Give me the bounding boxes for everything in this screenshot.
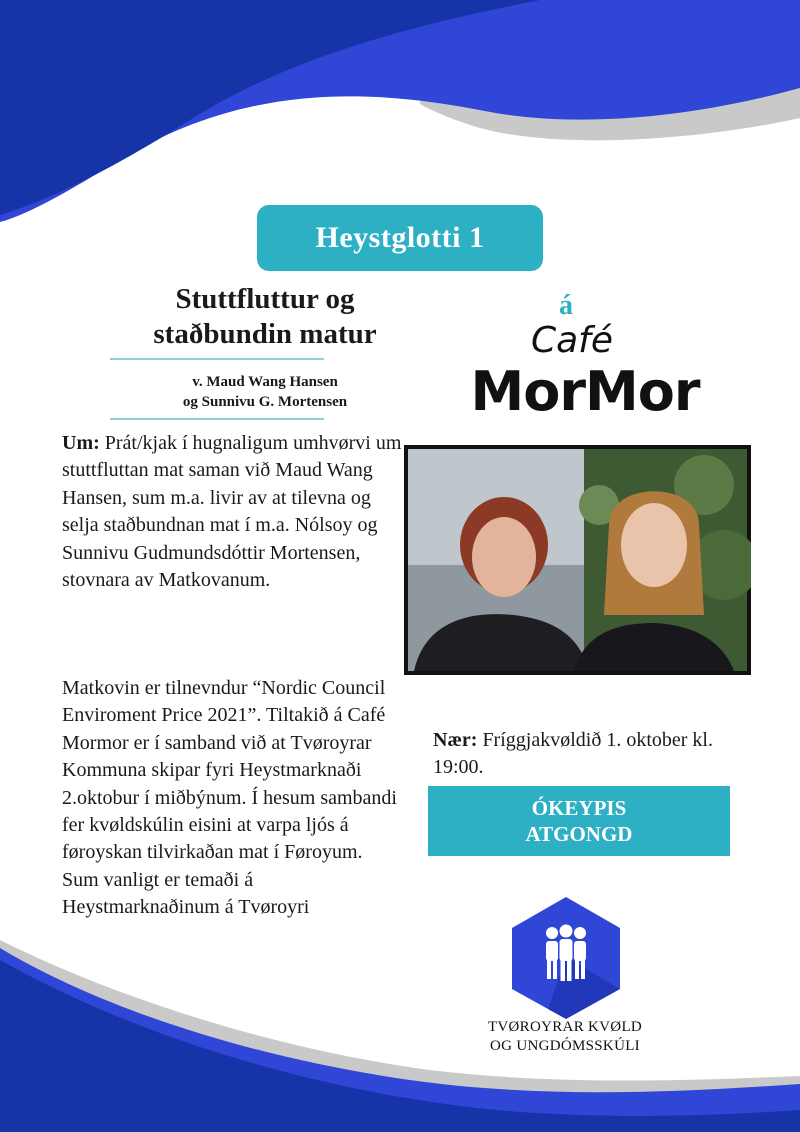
- details-paragraph: [62, 675, 402, 922]
- about-paragraph: [62, 430, 402, 594]
- speakers-photo: [404, 445, 751, 675]
- speakers: [60, 372, 470, 412]
- event-series-badge: [257, 205, 543, 271]
- about-label: Um:: [62, 432, 100, 454]
- organizer-name: [440, 1018, 690, 1056]
- talk-title: [60, 282, 470, 352]
- venue-name: MorMor: [470, 360, 700, 423]
- venue-prefix: á: [559, 290, 573, 321]
- event-series-title: Heystglotti 1: [315, 221, 485, 254]
- bottom-wave-decoration: [0, 900, 800, 1132]
- divider-bottom: [110, 418, 324, 420]
- people-logo-icon: [508, 895, 624, 1020]
- speakers-line1: v. Maud Wang Hansen: [192, 374, 338, 390]
- talk-title-line2: staðbundin matur: [153, 318, 377, 350]
- details-text: Matkovin er tilnevndur “Nordic Council Enviroment Price 2021”. Tiltakið á Café Mormor er í samband við at Tvøroyrar Kommuna skipar fyri Heystmarknaði 2.oktobur í miðbýnum. Í hesum sambandi fer kvøldskúlin eisini at varpa ljós á føroyskan tilvirkaðan mat í Føroyum. Sum vanligt er temaði á Heystmarknaðinum á Tvøroyri: [62, 677, 397, 919]
- schedule-text: Fríggjakvøldið 1. oktober kl. 19:00.: [433, 729, 713, 779]
- organizer-line2: OG UNGDÓMSSKÚLI: [490, 1038, 640, 1054]
- schedule-label: Nær:: [433, 729, 478, 751]
- free-admission-banner: [428, 786, 730, 856]
- divider-top: [110, 358, 324, 360]
- free-admission-line2: ATGONGD: [525, 822, 633, 846]
- talk-title-line1: Stuttfluttur og: [175, 283, 355, 315]
- organizer-line1: TVØROYRAR KVØLD: [487, 1019, 643, 1035]
- venue-cafe-word: Café: [530, 320, 614, 361]
- free-admission-line1: ÓKEYPIS: [531, 796, 627, 820]
- about-text: Prát/kjak í hugnaligum umhvørvi um stuttfluttan mat saman við Maud Wang Hansen, sum m.a. livir av at tilevna og selja staðbundnan mat í m.a. Nólsoy og Sunnivu Gudmundsdóttir Mortensen, stovnara av Matkovanum.: [62, 432, 402, 592]
- schedule: [433, 727, 753, 782]
- speakers-line2: og Sunnivu G. Mortensen: [182, 394, 348, 410]
